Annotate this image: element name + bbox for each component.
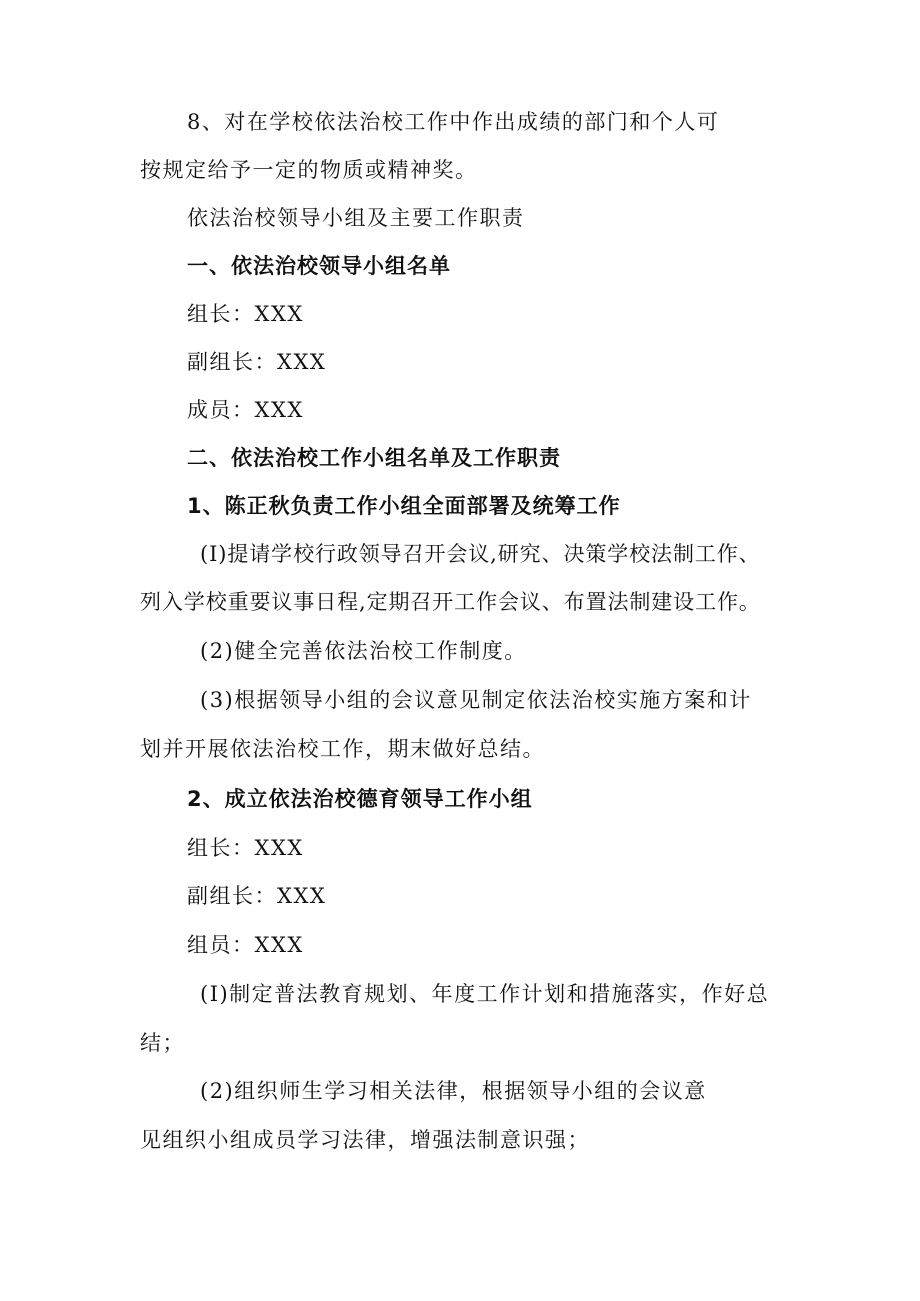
- section-1-heading: 一、依法治校领导小组名单: [187, 254, 451, 278]
- section-1-deputy-leader: 副组长：XXX: [187, 350, 327, 374]
- document-subtitle: 依法治校领导小组及主要工作职责: [187, 206, 525, 230]
- item-1-paragraph-1-line-2: 列入学校重要议事日程,定期召开工作会议、布置法制建设工作。: [140, 590, 761, 614]
- section-2-heading: 二、依法治校工作小组名单及工作职责: [187, 446, 561, 470]
- item-2-paragraph-1-line-2: 结；: [140, 1031, 185, 1055]
- paragraph-8-line-2: 按规定给予一定的物质或精神奖。: [140, 158, 478, 182]
- section-2-deputy-leader: 副组长：XXX: [187, 884, 327, 908]
- section-2-members: 组员：XXX: [187, 933, 304, 957]
- item-2-paragraph-2-line-2: 见组织小组成员学习法律，增强法制意识强；: [140, 1128, 590, 1152]
- section-2-leader: 组长：XXX: [187, 836, 304, 860]
- item-1-heading: 1、陈正秋负责工作小组全面部署及统筹工作: [187, 494, 621, 518]
- section-1-members: 成员：XXX: [187, 398, 304, 422]
- item-2-heading: 2、成立依法治校德育领导工作小组: [187, 787, 533, 811]
- section-1-leader: 组长：XXX: [187, 302, 304, 326]
- item-2-paragraph-1-line-1: (I)制定普法教育规划、年度工作计划和措施落实，作好总: [200, 982, 770, 1006]
- paragraph-8-line-1: 8、对在学校依法治校工作中作出成绩的部门和个人可: [187, 110, 720, 134]
- item-1-paragraph-3-line-1: (3)根据领导小组的会议意见制定依法治校实施方案和计: [200, 688, 752, 712]
- item-1-paragraph-1-line-1: (I)提请学校行政领导召开会议,研究、决策学校法制工作、: [200, 542, 761, 566]
- item-2-paragraph-2-line-1: (2)组织师生学习相关法律，根据领导小组的会议意: [200, 1079, 707, 1103]
- item-1-paragraph-3-line-2: 划并开展依法治校工作，期末做好总结。: [140, 737, 545, 761]
- item-1-paragraph-2: (2)健全完善依法治校工作制度。: [200, 639, 527, 663]
